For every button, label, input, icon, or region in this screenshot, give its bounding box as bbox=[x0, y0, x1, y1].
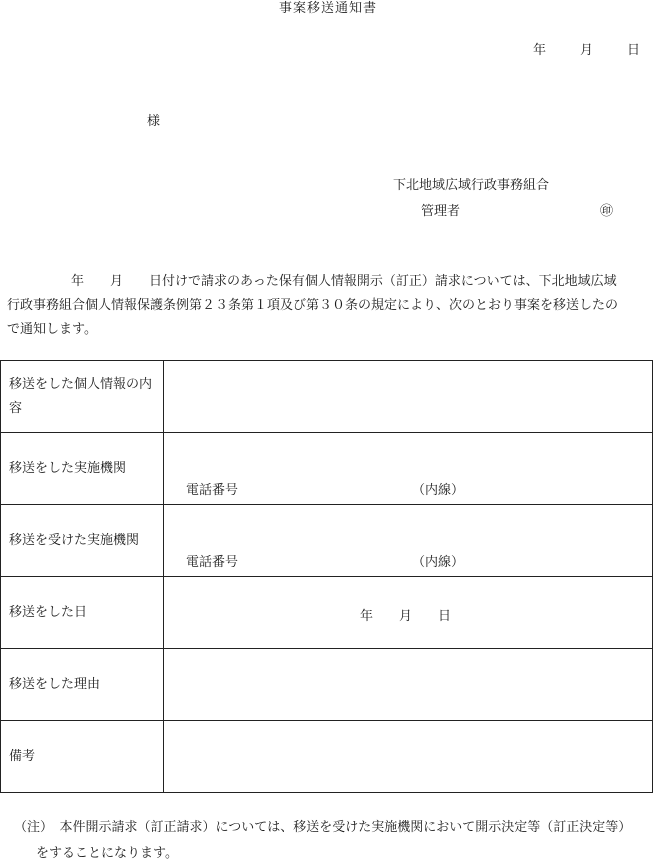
transfer-date-placeholder: 年 月 日 bbox=[360, 609, 452, 624]
addressee-suffix: 様 bbox=[147, 114, 161, 129]
footnote-line-2: をすることになります。 bbox=[36, 846, 178, 861]
row-label-to-agency: 移送を受けた実施機関 bbox=[1, 505, 164, 577]
table-row bbox=[1, 505, 653, 577]
table-row bbox=[1, 361, 653, 433]
row-label-content: 移送をした個人情報の内容 bbox=[1, 361, 164, 433]
issue-date bbox=[533, 44, 640, 57]
row-label-from-agency: 移送をした実施機関 bbox=[1, 433, 164, 505]
field-reason bbox=[164, 649, 653, 721]
field-content bbox=[164, 361, 653, 433]
table-row bbox=[1, 577, 653, 649]
table-row bbox=[1, 649, 653, 721]
date-day: 日 bbox=[626, 43, 640, 58]
date-year: 年 bbox=[532, 43, 546, 58]
phone-label: 電話番号 bbox=[186, 555, 239, 570]
row-label-remarks: 備考 bbox=[1, 721, 164, 793]
table-row bbox=[1, 721, 653, 793]
body-line-1: 年 月 日付けで請求のあった保有個人情報開示（訂正）請求については、下北地域広域 bbox=[71, 274, 617, 289]
document-title: 事案移送通知書 bbox=[278, 1, 377, 16]
row-label-reason: 移送をした理由 bbox=[1, 649, 164, 721]
body-line-2: 行政事務組合個人情報保護条例第２３条第１項及び第３０条の規定により、次のとおり事案を移送したの bbox=[7, 298, 619, 313]
extension-label: （内線） bbox=[412, 555, 465, 570]
footnote-line-1: （注） 本件開示請求（訂正請求）については、移送を受けた実施機関において開示決定等（訂正決定等） bbox=[14, 820, 632, 835]
row-label-transfer-date: 移送をした日 bbox=[1, 577, 164, 649]
field-to-agency bbox=[164, 505, 653, 577]
seal-mark: ㊞ bbox=[600, 204, 614, 219]
table-row bbox=[1, 433, 653, 505]
extension-label: （内線） bbox=[412, 483, 465, 498]
body-line-3: で通知します。 bbox=[7, 322, 97, 337]
sender-organization: 下北地域広域行政事務組合 bbox=[393, 178, 550, 193]
date-month: 月 bbox=[579, 43, 593, 58]
notice-body bbox=[7, 270, 655, 342]
field-remarks bbox=[164, 721, 653, 793]
field-transfer-date bbox=[164, 577, 653, 649]
transfer-info-table bbox=[0, 360, 653, 793]
field-from-agency bbox=[164, 433, 653, 505]
phone-label: 電話番号 bbox=[186, 483, 239, 498]
sender-title: 管理者 bbox=[421, 204, 461, 219]
